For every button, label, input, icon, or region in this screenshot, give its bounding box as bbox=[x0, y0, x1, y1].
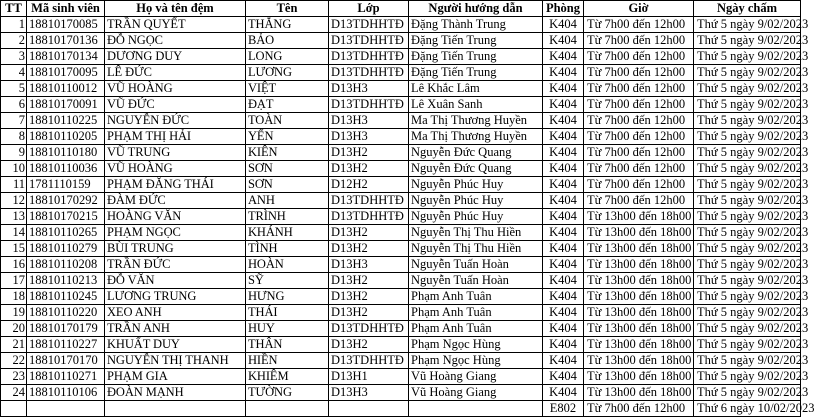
cell-date: Thứ 5 ngày 9/02/2023 bbox=[694, 321, 801, 337]
table-row bbox=[1, 177, 801, 193]
cell-room: K404 bbox=[543, 273, 584, 289]
table-row bbox=[1, 257, 801, 273]
cell-first-name: KIÊN bbox=[246, 145, 329, 161]
cell-date: Thứ 5 ngày 9/02/2023 bbox=[694, 97, 801, 113]
cell-tt: 3 bbox=[1, 49, 27, 65]
cell-last-middle-name: VŨ TRUNG bbox=[105, 145, 246, 161]
cell-room: K404 bbox=[543, 97, 584, 113]
cell-last-middle-name: PHẠM THỊ HẢI bbox=[105, 129, 246, 145]
cell-date: Thứ 5 ngày 9/02/2023 bbox=[694, 305, 801, 321]
cell-class: D13H1 bbox=[329, 369, 409, 385]
cell-time: Từ 13h00 đến 18h00 bbox=[584, 241, 694, 257]
cell-class: D13TDHHTĐ bbox=[329, 49, 409, 65]
table-row bbox=[1, 241, 801, 257]
table-row bbox=[1, 305, 801, 321]
table-row bbox=[1, 113, 801, 129]
cell-advisor: Nguyễn Phúc Huy bbox=[409, 193, 543, 209]
cell-tt: 4 bbox=[1, 65, 27, 81]
cell-last-middle-name: LƯƠNG TRUNG bbox=[105, 289, 246, 305]
cell-advisor: Nguyễn Thị Thu Hiền bbox=[409, 241, 543, 257]
cell-last-middle-name: DƯƠNG DUY bbox=[105, 49, 246, 65]
table-row bbox=[1, 17, 801, 33]
cell-tt: 14 bbox=[1, 225, 27, 241]
cell-tt: 1 bbox=[1, 17, 27, 33]
cell-student-id: 18810170091 bbox=[27, 97, 105, 113]
cell-student-id: 18810110227 bbox=[27, 337, 105, 353]
cell-time: Từ 13h00 đến 18h00 bbox=[584, 289, 694, 305]
cell-first-name: THẮNG bbox=[246, 17, 329, 33]
cell-first-name: HOÀN bbox=[246, 257, 329, 273]
table-row bbox=[1, 33, 801, 49]
cell-first-name: TOÀN bbox=[246, 113, 329, 129]
cell-time: Từ 13h00 đến 18h00 bbox=[584, 273, 694, 289]
cell-last-middle-name: XEO ANH bbox=[105, 305, 246, 321]
table-row bbox=[1, 65, 801, 81]
header-tt: TT bbox=[1, 1, 27, 17]
cell-advisor: Đặng Tiến Trung bbox=[409, 33, 543, 49]
table-body bbox=[1, 17, 815, 417]
cell-room: K404 bbox=[543, 337, 584, 353]
cell-tt: 17 bbox=[1, 273, 27, 289]
table-row bbox=[1, 401, 801, 417]
cell-advisor: Phạm Anh Tuân bbox=[409, 289, 543, 305]
table-row bbox=[1, 337, 801, 353]
cell-first-name: SƠN bbox=[246, 177, 329, 193]
cell-advisor: Nguyễn Thị Thu Hiền bbox=[409, 225, 543, 241]
table-row bbox=[1, 273, 801, 289]
cell-tt: 24 bbox=[1, 385, 27, 401]
cell-time: Từ 7h00 đến 12h00 bbox=[584, 113, 694, 129]
cell-first-name: TƯỜNG bbox=[246, 385, 329, 401]
cell-class: D13H2 bbox=[329, 289, 409, 305]
cell-tt: 18 bbox=[1, 289, 27, 305]
table-row bbox=[1, 369, 801, 385]
cell-tt: 22 bbox=[1, 353, 27, 369]
cell-last-middle-name: ĐỖ NGỌC bbox=[105, 33, 246, 49]
cell-room: K404 bbox=[543, 177, 584, 193]
cell-room: K404 bbox=[543, 81, 584, 97]
cell-room: K404 bbox=[543, 49, 584, 65]
cell-class: D13H2 bbox=[329, 225, 409, 241]
header-last-middle-name: Họ và tên đệm bbox=[105, 1, 246, 17]
table-row bbox=[1, 321, 801, 337]
cell-class: D13H3 bbox=[329, 129, 409, 145]
cell-class: D13TDHHTĐ bbox=[329, 209, 409, 225]
cell-class: D13H2 bbox=[329, 337, 409, 353]
cell-tt: 19 bbox=[1, 305, 27, 321]
header-first-name: Tên bbox=[246, 1, 329, 17]
cell-advisor: Phạm Ngọc Hùng bbox=[409, 353, 543, 369]
cell-last-middle-name: ĐÀM ĐỨC bbox=[105, 193, 246, 209]
cell-room: K404 bbox=[543, 193, 584, 209]
cell-time: Từ 13h00 đến 18h00 bbox=[584, 353, 694, 369]
cell-last-middle-name: TRẦN ĐỨC bbox=[105, 257, 246, 273]
table-row bbox=[1, 353, 801, 369]
cell-tt: 9 bbox=[1, 145, 27, 161]
table-row bbox=[1, 97, 801, 113]
header-time: Giờ bbox=[584, 1, 694, 17]
cell-last-middle-name: ĐỖ VĂN bbox=[105, 273, 246, 289]
cell-room: K404 bbox=[543, 305, 584, 321]
cell-last-middle-name: KHUẤT DUY bbox=[105, 337, 246, 353]
cell-first-name: SƠN bbox=[246, 161, 329, 177]
cell-class: D13H3 bbox=[329, 257, 409, 273]
header-student-id: Mã sinh viên bbox=[27, 1, 105, 17]
cell-first-name bbox=[246, 401, 329, 417]
cell-class: D13H2 bbox=[329, 241, 409, 257]
cell-class: D13H2 bbox=[329, 273, 409, 289]
cell-class bbox=[329, 401, 409, 417]
cell-time: Từ 7h00 đến 12h00 bbox=[584, 129, 694, 145]
cell-date: Thứ 5 ngày 9/02/2023 bbox=[694, 161, 801, 177]
cell-room: K404 bbox=[543, 225, 584, 241]
cell-last-middle-name: NGUYỄN ĐỨC bbox=[105, 113, 246, 129]
cell-advisor: Đặng Tiến Trung bbox=[409, 49, 543, 65]
cell-student-id: 18810110106 bbox=[27, 385, 105, 401]
cell-tt: 12 bbox=[1, 193, 27, 209]
cell-first-name: THÁI bbox=[246, 305, 329, 321]
cell-tt bbox=[1, 401, 27, 417]
table-row bbox=[1, 385, 801, 401]
cell-student-id: 18810110213 bbox=[27, 273, 105, 289]
cell-room: K404 bbox=[543, 129, 584, 145]
cell-room: K404 bbox=[543, 385, 584, 401]
cell-first-name: ĐẠT bbox=[246, 97, 329, 113]
cell-room: K404 bbox=[543, 321, 584, 337]
cell-date: Thứ 6 ngày 10/02/2023 bbox=[694, 401, 801, 417]
cell-student-id: 18810110220 bbox=[27, 305, 105, 321]
cell-student-id: 18810170136 bbox=[27, 33, 105, 49]
cell-advisor: Đặng Tiến Trung bbox=[409, 65, 543, 81]
cell-class: D13H2 bbox=[329, 145, 409, 161]
cell-student-id: 18810170292 bbox=[27, 193, 105, 209]
cell-room: K404 bbox=[543, 161, 584, 177]
cell-first-name: THÂN bbox=[246, 337, 329, 353]
cell-class: D13H2 bbox=[329, 305, 409, 321]
table-row bbox=[1, 129, 801, 145]
cell-class: D13TDHHTĐ bbox=[329, 353, 409, 369]
cell-tt: 23 bbox=[1, 369, 27, 385]
cell-class: D13H2 bbox=[329, 161, 409, 177]
cell-time: Từ 13h00 đến 18h00 bbox=[584, 225, 694, 241]
cell-date: Thứ 5 ngày 9/02/2023 bbox=[694, 113, 801, 129]
cell-date: Thứ 5 ngày 9/02/2023 bbox=[694, 17, 801, 33]
cell-time: Từ 7h00 đến 12h00 bbox=[584, 33, 694, 49]
cell-advisor: Lê Xuân Sanh bbox=[409, 97, 543, 113]
cell-tt: 21 bbox=[1, 337, 27, 353]
cell-date: Thứ 5 ngày 9/02/2023 bbox=[694, 289, 801, 305]
cell-date: Thứ 5 ngày 9/02/2023 bbox=[694, 369, 801, 385]
cell-advisor: Nguyễn Phúc Huy bbox=[409, 209, 543, 225]
cell-advisor: Nguyễn Tuấn Hoàn bbox=[409, 273, 543, 289]
cell-student-id: 18810170179 bbox=[27, 321, 105, 337]
cell-advisor: Đặng Thành Trung bbox=[409, 17, 543, 33]
cell-time: Từ 13h00 đến 18h00 bbox=[584, 321, 694, 337]
cell-advisor: Lê Khắc Lâm bbox=[409, 81, 543, 97]
cell-time: Từ 7h00 đến 12h00 bbox=[584, 401, 694, 417]
cell-time: Từ 7h00 đến 12h00 bbox=[584, 65, 694, 81]
cell-class: D13TDHHTĐ bbox=[329, 65, 409, 81]
cell-student-id: 18810110225 bbox=[27, 113, 105, 129]
cell-room: K404 bbox=[543, 145, 584, 161]
cell-tt: 20 bbox=[1, 321, 27, 337]
cell-tt: 7 bbox=[1, 113, 27, 129]
cell-time: Từ 13h00 đến 18h00 bbox=[584, 369, 694, 385]
cell-time: Từ 7h00 đến 12h00 bbox=[584, 81, 694, 97]
cell-room: K404 bbox=[543, 257, 584, 273]
cell-student-id: 18810110180 bbox=[27, 145, 105, 161]
cell-last-middle-name: PHẠM ĐĂNG THÁI bbox=[105, 177, 246, 193]
table-row bbox=[1, 49, 801, 65]
cell-first-name: TÌNH bbox=[246, 241, 329, 257]
cell-room: K404 bbox=[543, 33, 584, 49]
cell-room: K404 bbox=[543, 113, 584, 129]
header-row bbox=[1, 1, 801, 17]
cell-last-middle-name bbox=[105, 401, 246, 417]
cell-time: Từ 7h00 đến 12h00 bbox=[584, 193, 694, 209]
cell-time: Từ 7h00 đến 12h00 bbox=[584, 161, 694, 177]
cell-student-id: 18810170215 bbox=[27, 209, 105, 225]
cell-class: D13TDHHTĐ bbox=[329, 97, 409, 113]
cell-first-name: LƯƠNG bbox=[246, 65, 329, 81]
cell-tt: 13 bbox=[1, 209, 27, 225]
cell-first-name: KHÁNH bbox=[246, 225, 329, 241]
cell-tt: 15 bbox=[1, 241, 27, 257]
cell-date: Thứ 5 ngày 9/02/2023 bbox=[694, 81, 801, 97]
cell-time: Từ 7h00 đến 12h00 bbox=[584, 145, 694, 161]
cell-first-name: TRÌNH bbox=[246, 209, 329, 225]
cell-date: Thứ 5 ngày 9/02/2023 bbox=[694, 177, 801, 193]
header-date: Ngày chấm bbox=[694, 1, 801, 17]
cell-advisor: Ma Thị Thương Huyền bbox=[409, 113, 543, 129]
cell-class: D13H3 bbox=[329, 385, 409, 401]
cell-advisor: Nguyễn Phúc Huy bbox=[409, 177, 543, 193]
cell-student-id: 18810110205 bbox=[27, 129, 105, 145]
cell-first-name: SỸ bbox=[246, 273, 329, 289]
cell-class: D13TDHHTĐ bbox=[329, 193, 409, 209]
cell-date: Thứ 5 ngày 9/02/2023 bbox=[694, 49, 801, 65]
cell-date: Thứ 5 ngày 9/02/2023 bbox=[694, 385, 801, 401]
cell-date: Thứ 5 ngày 9/02/2023 bbox=[694, 273, 801, 289]
table-row bbox=[1, 209, 801, 225]
cell-tt: 10 bbox=[1, 161, 27, 177]
header-room: Phòng bbox=[543, 1, 584, 17]
table-row bbox=[1, 193, 801, 209]
cell-class: D13H3 bbox=[329, 81, 409, 97]
header-class: Lớp bbox=[329, 1, 409, 17]
cell-class: D13H3 bbox=[329, 113, 409, 129]
cell-time: Từ 13h00 đến 18h00 bbox=[584, 385, 694, 401]
header-advisor: Người hướng dẫn bbox=[409, 1, 543, 17]
cell-time: Từ 7h00 đến 12h00 bbox=[584, 49, 694, 65]
cell-tt: 8 bbox=[1, 129, 27, 145]
cell-student-id: 18810110245 bbox=[27, 289, 105, 305]
cell-advisor: Phạm Ngọc Hùng bbox=[409, 337, 543, 353]
cell-tt: 2 bbox=[1, 33, 27, 49]
cell-advisor: Phạm Anh Tuân bbox=[409, 321, 543, 337]
cell-student-id: 18810110265 bbox=[27, 225, 105, 241]
cell-student-id: 18810170170 bbox=[27, 353, 105, 369]
cell-date: Thứ 5 ngày 9/02/2023 bbox=[694, 209, 801, 225]
cell-last-middle-name: HOÀNG VĂN bbox=[105, 209, 246, 225]
table-row bbox=[1, 81, 801, 97]
cell-date: Thứ 5 ngày 9/02/2023 bbox=[694, 129, 801, 145]
cell-advisor: Vũ Hoàng Giang bbox=[409, 369, 543, 385]
table-row bbox=[1, 225, 801, 241]
cell-date: Thứ 5 ngày 9/02/2023 bbox=[694, 337, 801, 353]
cell-first-name: YẾN bbox=[246, 129, 329, 145]
cell-date: Thứ 5 ngày 9/02/2023 bbox=[694, 353, 801, 369]
cell-student-id: 18810110036 bbox=[27, 161, 105, 177]
cell-date: Thứ 5 ngày 9/02/2023 bbox=[694, 145, 801, 161]
cell-time: Từ 7h00 đến 12h00 bbox=[584, 97, 694, 113]
cell-first-name: KHIÊM bbox=[246, 369, 329, 385]
cell-first-name: VIỆT bbox=[246, 81, 329, 97]
cell-last-middle-name: ĐOÀN MẠNH bbox=[105, 385, 246, 401]
cell-room: K404 bbox=[543, 17, 584, 33]
cell-time: Từ 13h00 đến 18h00 bbox=[584, 209, 694, 225]
cell-student-id: 1781110159 bbox=[27, 177, 105, 193]
cell-time: Từ 13h00 đến 18h00 bbox=[584, 257, 694, 273]
cell-date: Thứ 5 ngày 9/02/2023 bbox=[694, 257, 801, 273]
cell-tt: 16 bbox=[1, 257, 27, 273]
cell-advisor: Nguyễn Đức Quang bbox=[409, 161, 543, 177]
cell-last-middle-name: LÊ ĐỨC bbox=[105, 65, 246, 81]
cell-last-middle-name: NGUYỄN THỊ THANH bbox=[105, 353, 246, 369]
cell-last-middle-name: VŨ HOÀNG bbox=[105, 81, 246, 97]
cell-student-id: 18810110012 bbox=[27, 81, 105, 97]
cell-student-id: 18810110271 bbox=[27, 369, 105, 385]
cell-time: Từ 7h00 đến 12h00 bbox=[584, 177, 694, 193]
cell-room: E802 bbox=[543, 401, 584, 417]
cell-room: K404 bbox=[543, 369, 584, 385]
cell-date: Thứ 5 ngày 9/02/2023 bbox=[694, 65, 801, 81]
cell-time: Từ 13h00 đến 18h00 bbox=[584, 337, 694, 353]
cell-first-name: HƯNG bbox=[246, 289, 329, 305]
cell-class: D13TDHHTĐ bbox=[329, 321, 409, 337]
cell-advisor: Phạm Anh Tuân bbox=[409, 305, 543, 321]
cell-first-name: BẢO bbox=[246, 33, 329, 49]
cell-time: Từ 13h00 đến 18h00 bbox=[584, 305, 694, 321]
cell-last-middle-name: BÙI TRUNG bbox=[105, 241, 246, 257]
cell-tt: 6 bbox=[1, 97, 27, 113]
cell-room: K404 bbox=[543, 353, 584, 369]
table-row bbox=[1, 289, 801, 305]
cell-advisor: Ma Thị Thương Huyền bbox=[409, 129, 543, 145]
cell-student-id: 18810170085 bbox=[27, 17, 105, 33]
cell-advisor: Nguyễn Đức Quang bbox=[409, 145, 543, 161]
cell-last-middle-name: VŨ HOÀNG bbox=[105, 161, 246, 177]
cell-student-id: 18810170134 bbox=[27, 49, 105, 65]
cell-last-middle-name: VŨ ĐỨC bbox=[105, 97, 246, 113]
cell-date: Thứ 5 ngày 9/02/2023 bbox=[694, 193, 801, 209]
cell-first-name: HUY bbox=[246, 321, 329, 337]
cell-last-middle-name: TRẦN QUYẾT bbox=[105, 17, 246, 33]
cell-date: Thứ 5 ngày 9/02/2023 bbox=[694, 241, 801, 257]
table-row bbox=[1, 145, 801, 161]
cell-first-name: HIỀN bbox=[246, 353, 329, 369]
cell-last-middle-name: PHẠM NGỌC bbox=[105, 225, 246, 241]
cell-student-id: 18810170095 bbox=[27, 65, 105, 81]
cell-advisor: Vũ Hoàng Giang bbox=[409, 385, 543, 401]
cell-student-id bbox=[27, 401, 105, 417]
cell-last-middle-name: PHẠM GIA bbox=[105, 369, 246, 385]
cell-first-name: LONG bbox=[246, 49, 329, 65]
table-header bbox=[1, 1, 801, 17]
cell-student-id: 18810110279 bbox=[27, 241, 105, 257]
cell-advisor bbox=[409, 401, 543, 417]
cell-student-id: 18810110208 bbox=[27, 257, 105, 273]
cell-advisor: Nguyễn Tuấn Hoàn bbox=[409, 257, 543, 273]
cell-tt: 11 bbox=[1, 177, 27, 193]
cell-room: K404 bbox=[543, 289, 584, 305]
cell-date: Thứ 5 ngày 9/02/2023 bbox=[694, 225, 801, 241]
cell-date: Thứ 5 ngày 9/02/2023 bbox=[694, 33, 801, 49]
cell-room: K404 bbox=[543, 65, 584, 81]
cell-room: K404 bbox=[543, 241, 584, 257]
cell-class: D12H2 bbox=[329, 177, 409, 193]
cell-first-name: ANH bbox=[246, 193, 329, 209]
cell-last-middle-name: TRẦN ANH bbox=[105, 321, 246, 337]
cell-class: D13TDHHTĐ bbox=[329, 17, 409, 33]
table-row bbox=[1, 161, 801, 177]
cell-time: Từ 7h00 đến 12h00 bbox=[584, 17, 694, 33]
cell-room: K404 bbox=[543, 209, 584, 225]
cell-class: D13TDHHTĐ bbox=[329, 33, 409, 49]
cell-tt: 5 bbox=[1, 81, 27, 97]
